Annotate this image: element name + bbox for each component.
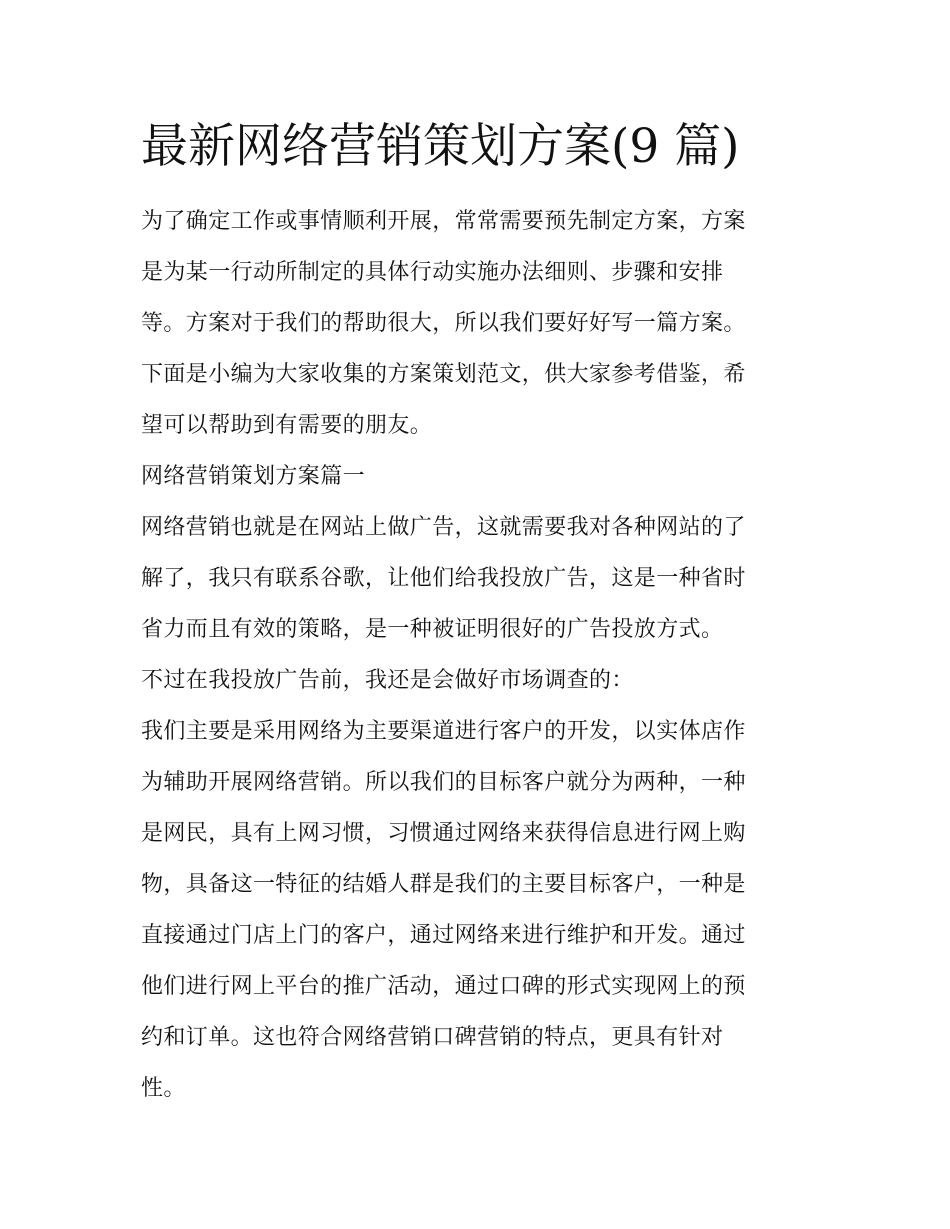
text-line: 等。方案对于我们的帮助很大，所以我们要好好写一篇方案。 (141, 311, 746, 336)
text-line: 我们主要是采用网络为主要渠道进行客户的开发，以实体店作 (141, 719, 746, 744)
text-line: 是网民，具有上网习惯，习惯通过网络来获得信息进行网上购 (141, 821, 746, 846)
document-page (141, 112, 813, 1114)
document-title: 最新网络营销策划方案(9 篇) (141, 119, 740, 174)
document-body (141, 196, 813, 1114)
text-line: 直接通过门店上门的客户，通过网络来进行维护和开发。通过 (141, 923, 746, 948)
text-line: 不过在我投放广告前，我还是会做好市场调查的： (141, 668, 634, 693)
text-line: 望可以帮助到有需要的朋友。 (141, 413, 433, 438)
text-line: 省力而且有效的策略，是一种被证明很好的广告投放方式。 (141, 617, 724, 642)
section-heading: 网络营销策划方案篇一 (141, 464, 366, 489)
text-line: 他们进行网上平台的推广活动，通过口碑的形式实现网上的预 (141, 974, 746, 999)
text-line: 为辅助开展网络营销。所以我们的目标客户就分为两种，一种 (141, 770, 746, 795)
text-line: 解了，我只有联系谷歌，让他们给我投放广告，这是一种省时 (141, 566, 746, 591)
text-line: 网络营销也就是在网站上做广告，这就需要我对各种网站的了 (141, 515, 746, 540)
text-line: 性。 (141, 1076, 186, 1101)
text-line: 物，具备这一特征的结婚人群是我们的主要目标客户，一种是 (141, 872, 746, 897)
text-line: 下面是小编为大家收集的方案策划范文，供大家参考借鉴，希 (141, 362, 746, 387)
text-line: 约和订单。这也符合网络营销口碑营销的特点，更具有针对 (141, 1025, 724, 1050)
text-line: 为了确定工作或事情顺利开展，常常需要预先制定方案，方案 (141, 209, 746, 234)
text-line: 是为某一行动所制定的具体行动实施办法细则、步骤和安排 (141, 260, 724, 285)
